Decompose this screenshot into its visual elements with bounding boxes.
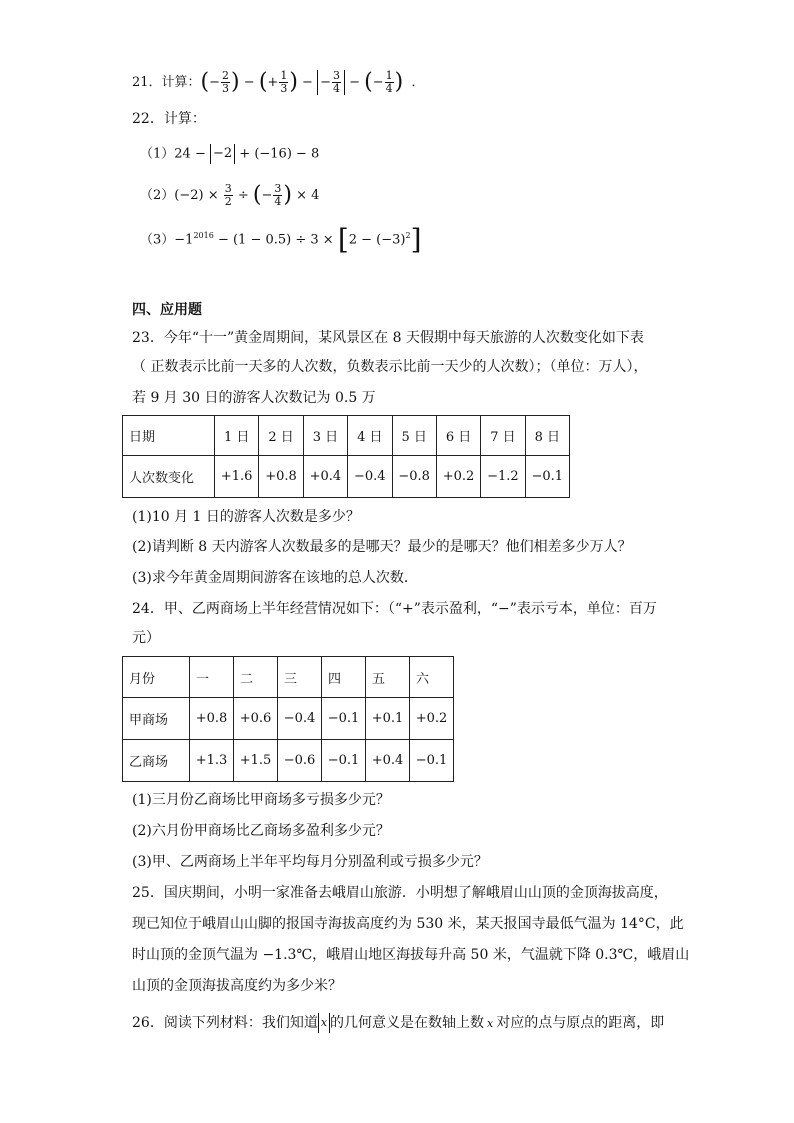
q24-sub-1: (1)三月份乙商场比甲商场多亏损多少元？ (132, 792, 390, 808)
q23-table (122, 415, 570, 498)
q21-line: 21．计算：(− $\frac{2}{3}$ ) − (+ $\frac{1}{3}$ ) − − $\frac{3}{4}$ − (− $\frac{1}{4}$ ) ． (132, 69, 425, 95)
q23-line-1: 23．今年“十一”黄金周期间，某风景区在 8 天假期中每天旅游的人次数变化如下表 (132, 330, 644, 346)
q26-line-1: 26．阅读下列材料：我们知道 x 的几何意义是在数轴上数 x 对应的点与原点的距离，即 (132, 1015, 665, 1031)
q23-sub-3: (3)求今年黄金周期间游客在该地的总人次数． (132, 570, 418, 586)
table-row: 乙商场 +1.3 +1.5 −0.6 −0.1 +0.4 −0.1 (123, 740, 454, 782)
q23-line-2: （ 正数表示比前一天多的人次数，负数表示比前一天少的人次数）；（单位：万人）， (132, 359, 648, 375)
q22-part-1: （1）24 − −2 + (−16) − 8 (140, 144, 319, 165)
section-title: 四、应用题 (132, 302, 202, 318)
q21-frac-4: $\frac{1}{4}$ (385, 69, 393, 95)
q25-line-3: 时山顶的金顶气温为 −1.3℃，峨眉山地区海拔每升高 50 米，气温就下降 0.3℃，峨眉山 (132, 947, 690, 963)
q21-frac-1: $\frac{2}{3}$ (222, 69, 230, 95)
q23-sub-2: (2)请判断 8 天内游客人次数最多的是哪天？最少的是哪天？他们相差多少万人？ (132, 539, 632, 555)
q24-line-2: 元） (132, 630, 160, 646)
q24-line-1: 24．甲、乙两商场上半年经营情况如下：（“+”表示盈利，“−”表示亏本，单位：百万 (132, 601, 657, 617)
q23-line-3: 若 9 月 30 日的游客人次数记为 0.5 万 (132, 390, 376, 406)
q22-part-3: $(3)-1^{2016} - (1 - 0.5) \div 3 \times [2 - (-3)^2]$ (140, 222, 422, 256)
q24-sub-3: (3)甲、乙两商场上半年平均每月分别盈利或亏损多少元？ (132, 854, 488, 870)
q22-part-2: （2）(−2) × $\frac{3}{2}$ ÷ (− $\frac{3}{4}$ ) × 4 (140, 182, 320, 208)
q25-line-4: 山顶的金顶海拔高度约为多少米？ (132, 978, 342, 994)
q25-line-2: 现已知位于峨眉山山脚的报国寺海拔高度约为 530 米，某天报国寺最低气温为 14°C，此 (132, 916, 684, 932)
q22-label: 22．计算： (132, 111, 206, 127)
table-row: 月份 一 二 三 四 五 六 (123, 657, 454, 698)
table-row: 甲商场 +0.8 +0.6 −0.4 −0.1 +0.1 +0.2 (123, 698, 454, 740)
q21-frac-2: $\frac{1}{3}$ (280, 69, 288, 95)
q21-abs: − $\frac{3}{4}$ (317, 70, 345, 95)
table-row: 日期 1 日 2 日 3 日 4 日 5 日 6 日 7 日 8 日 (123, 416, 570, 456)
q25-line-1: 25．国庆期间，小明一家准备去峨眉山旅游．小明想了解峨眉山山顶的金顶海拔高度， (132, 885, 668, 901)
q24-table (122, 656, 454, 782)
q24-sub-2: (2)六月份甲商场比乙商场多盈利多少元？ (132, 823, 390, 839)
table-row: 人次数变化 +1.6 +0.8 +0.4 −0.4 −0.8 +0.2 −1.2 −0.1 (123, 456, 570, 498)
q23-sub-1: (1)10 月 1 日的游客人次数是多少？ (132, 509, 360, 525)
